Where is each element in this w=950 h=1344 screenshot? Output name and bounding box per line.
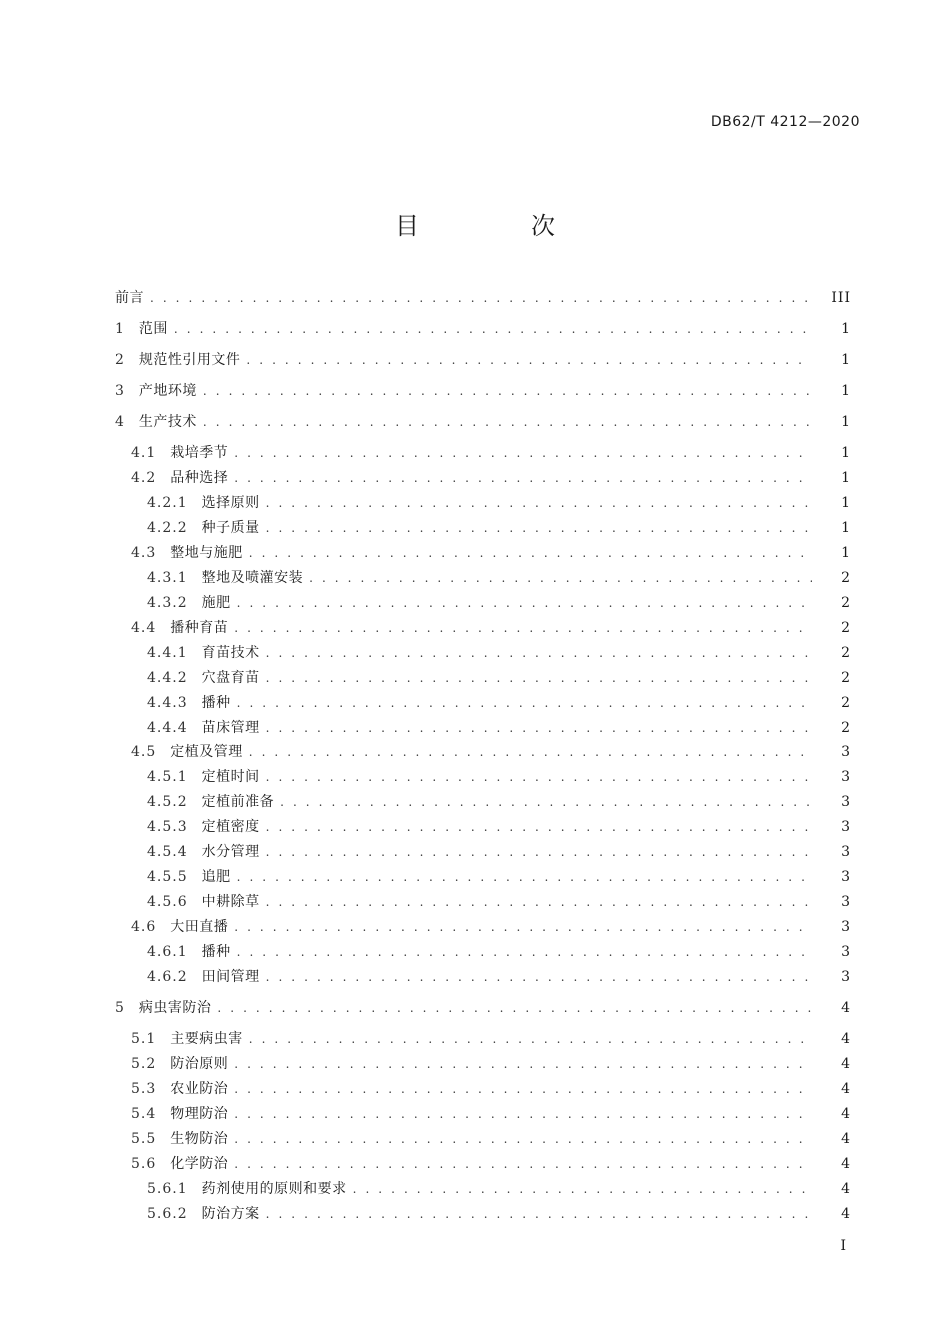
toc-leader-dots: [203, 412, 812, 432]
toc-entry-line: [115, 381, 818, 401]
toc-entry-label: 育苗技术: [201, 645, 260, 661]
toc-entry-number: 5.6: [131, 1156, 157, 1172]
toc-leader-dots: [249, 543, 812, 563]
toc-entry-number: 4.5.6: [147, 894, 188, 910]
toc-entry-line: [147, 518, 818, 538]
toc-entry-label: 规范性引用文件: [138, 352, 241, 368]
toc-entry-page: 3: [841, 869, 851, 885]
toc-entry-page: 2: [841, 670, 851, 686]
toc-entry-line: [131, 1054, 818, 1074]
toc-entry-number: 4.3.1: [147, 570, 188, 586]
toc-entry-number: 4.4.4: [147, 720, 188, 736]
toc-entry[interactable]: [0, 518, 950, 538]
toc-entry-number: 4.6.1: [147, 944, 188, 960]
toc-entry-number: 5.6.2: [147, 1206, 188, 1222]
toc-entry-page: 2: [841, 620, 851, 636]
toc-leader-dots: [266, 643, 812, 663]
toc-entry[interactable]: [0, 493, 950, 513]
toc-leader-dots: [217, 998, 812, 1018]
toc-entry-number: 4.2.2: [147, 520, 188, 536]
toc-entry-line: [147, 792, 818, 812]
toc-entry-number: 4: [115, 414, 125, 430]
toc-entry[interactable]: [0, 998, 950, 1018]
toc-entry[interactable]: [0, 1029, 950, 1049]
toc-entry-page: 3: [841, 944, 851, 960]
toc-leader-dots: [234, 917, 812, 937]
toc-entry-line: [131, 543, 818, 563]
toc-entry-page: 3: [841, 894, 851, 910]
toc-entry[interactable]: [0, 468, 950, 488]
toc-entry[interactable]: [0, 568, 950, 588]
toc-entry-line: [147, 842, 818, 862]
toc-entry-line: [115, 288, 818, 308]
toc-leader-dots: [246, 350, 812, 370]
toc-entry-page: 2: [841, 695, 851, 711]
toc-entry-line: [147, 593, 818, 613]
toc-entry[interactable]: [0, 1054, 950, 1074]
toc-entry[interactable]: [0, 350, 950, 370]
toc-leader-dots: [266, 1204, 812, 1224]
toc-leader-dots: [234, 1079, 812, 1099]
toc-leader-dots: [234, 1104, 812, 1124]
toc-entry-line: [147, 568, 818, 588]
toc-entry-line: [131, 468, 818, 488]
toc-entry-label: 栽培季节: [170, 445, 229, 461]
toc-entry-page: 4: [841, 1056, 851, 1072]
toc-entry-line: [115, 998, 818, 1018]
toc-entry-line: [147, 668, 818, 688]
toc-entry-line: [147, 942, 818, 962]
toc-entry-page: 3: [841, 794, 851, 810]
toc-leader-dots: [249, 742, 812, 762]
toc-entry-number: 4.3: [131, 545, 157, 561]
toc-entry-number: 5.5: [131, 1131, 157, 1147]
toc-entry-line: [147, 967, 818, 987]
toc-entry[interactable]: [0, 1104, 950, 1124]
page-title: 目 次: [395, 212, 599, 240]
toc-entry-label: 整地及喷灌安装: [201, 570, 304, 586]
toc-leader-dots: [280, 792, 812, 812]
toc-leader-dots: [234, 443, 812, 463]
toc-entry-page: 1: [841, 545, 851, 561]
toc-entry-number: 4.5: [131, 744, 157, 760]
toc-entry-page: 1: [841, 321, 851, 337]
toc-entry[interactable]: [0, 867, 950, 887]
toc-entry-page: 2: [841, 645, 851, 661]
toc-entry-line: [147, 643, 818, 663]
footer-page-number: I: [840, 1238, 846, 1254]
toc-entry[interactable]: [0, 1204, 950, 1224]
toc-entry-label: 苗床管理: [201, 720, 260, 736]
toc-entry-page: 1: [841, 352, 851, 368]
toc-entry-label: 定植密度: [201, 819, 260, 835]
toc-entry[interactable]: [0, 1129, 950, 1149]
toc-leader-dots: [234, 1054, 812, 1074]
toc-entry-label: 防治原则: [170, 1056, 229, 1072]
toc-entry-label: 大田直播: [170, 919, 229, 935]
toc-entry-number: 4.4.3: [147, 695, 188, 711]
toc-entry-label: 化学防治: [170, 1156, 229, 1172]
toc-entry-page: 2: [841, 595, 851, 611]
toc-leader-dots: [234, 1154, 812, 1174]
toc-entry-page: 4: [841, 1131, 851, 1147]
toc-entry-number: 5.1: [131, 1031, 157, 1047]
toc-entry[interactable]: [0, 288, 950, 308]
toc-entry-line: [147, 892, 818, 912]
toc-entry-page: 1: [841, 520, 851, 536]
toc-entry-label: 选择原则: [201, 495, 260, 511]
toc-entry-label: 种子质量: [201, 520, 260, 536]
toc-entry-label: 中耕除草: [201, 894, 260, 910]
toc-entry-line: [147, 493, 818, 513]
toc-entry[interactable]: [0, 1179, 950, 1199]
toc-entry-label: 追肥: [201, 869, 231, 885]
toc-entry-page: 4: [841, 1156, 851, 1172]
toc-entry-label: 定植时间: [201, 769, 260, 785]
toc-entry-number: 3: [115, 383, 125, 399]
toc-leader-dots: [266, 842, 812, 862]
toc-entry-label: 药剂使用的原则和要求: [201, 1181, 347, 1197]
toc-entry[interactable]: [0, 543, 950, 563]
toc-entry-number: 5.2: [131, 1056, 157, 1072]
toc-entry[interactable]: [0, 693, 950, 713]
toc-entry[interactable]: [0, 718, 950, 738]
toc-entry-page: 4: [841, 1106, 851, 1122]
toc-entry-page: 1: [841, 470, 851, 486]
toc-entry-number: 4.2.1: [147, 495, 188, 511]
toc-entry-number: 1: [115, 321, 125, 337]
toc-entry-label: 播种: [201, 944, 231, 960]
toc-leader-dots: [234, 468, 812, 488]
toc-entry-line: [115, 412, 818, 432]
toc-entry-page: 4: [841, 1181, 851, 1197]
toc-entry-number: 4.4.1: [147, 645, 188, 661]
toc-entry-number: 4.5.3: [147, 819, 188, 835]
toc-leader-dots: [266, 668, 812, 688]
toc-entry-label: 生物防治: [170, 1131, 229, 1147]
toc-entry-page: 2: [841, 720, 851, 736]
toc-entry-page: 3: [841, 844, 851, 860]
toc-entry[interactable]: [0, 1154, 950, 1174]
toc-entry-label: 播种育苗: [170, 620, 229, 636]
toc-leader-dots: [234, 618, 812, 638]
toc-entry-page: 2: [841, 570, 851, 586]
toc-entry-line: [115, 350, 818, 370]
toc-entry[interactable]: [0, 593, 950, 613]
toc-leader-dots: [174, 319, 812, 339]
toc-entry-number: 4.6.2: [147, 969, 188, 985]
toc-entry[interactable]: [0, 668, 950, 688]
toc-entry-line: [131, 618, 818, 638]
toc-entry-page: 1: [841, 445, 851, 461]
toc-entry-number: 4.2: [131, 470, 157, 486]
toc-entry-page: 1: [841, 495, 851, 511]
toc-entry-page: 3: [841, 769, 851, 785]
toc-entry-number: 2: [115, 352, 125, 368]
toc-entry-line: [147, 767, 818, 787]
toc-entry-number: 5: [115, 1000, 125, 1016]
toc-entry-label: 产地环境: [138, 383, 197, 399]
toc-entry[interactable]: [0, 381, 950, 401]
toc-entry[interactable]: [0, 618, 950, 638]
toc-entry-line: [131, 1154, 818, 1174]
toc-entry-label: 物理防治: [170, 1106, 229, 1122]
toc-leader-dots: [266, 967, 812, 987]
toc-entry-line: [147, 817, 818, 837]
toc-entry-number: 4.4.2: [147, 670, 188, 686]
toc-entry-label: 主要病虫害: [170, 1031, 243, 1047]
toc-entry-number: 4.5.2: [147, 794, 188, 810]
toc-entry-line: [147, 1204, 818, 1224]
toc-entry-label: 施肥: [201, 595, 231, 611]
toc-entry-number: 5.3: [131, 1081, 157, 1097]
toc-entry-line: [115, 319, 818, 339]
toc-entry-label: 农业防治: [170, 1081, 229, 1097]
toc-entry-label: 整地与施肥: [170, 545, 243, 561]
toc-entry[interactable]: [0, 917, 950, 937]
toc-entry-line: [147, 867, 818, 887]
toc-entry-page: 4: [841, 1206, 851, 1222]
toc-entry-label: 播种: [201, 695, 231, 711]
toc-entry-label: 穴盘育苗: [201, 670, 260, 686]
toc-leader-dots: [266, 817, 812, 837]
toc-entry-page: 3: [841, 819, 851, 835]
toc-entry[interactable]: [0, 319, 950, 339]
toc-entry[interactable]: [0, 892, 950, 912]
toc-entry-number: 4.1: [131, 445, 157, 461]
toc-entry-line: [147, 1179, 818, 1199]
toc-entry-page: III: [831, 290, 851, 306]
toc-entry-number: 4.5.5: [147, 869, 188, 885]
toc-entry[interactable]: [0, 1079, 950, 1099]
toc-entry-page: 4: [841, 1081, 851, 1097]
toc-entry-number: 4.4: [131, 620, 157, 636]
toc-entry-page: 3: [841, 969, 851, 985]
toc-entry[interactable]: [0, 643, 950, 663]
toc-entry-number: 5.4: [131, 1106, 157, 1122]
toc-entry-number: 5.6.1: [147, 1181, 188, 1197]
toc-entry[interactable]: [0, 842, 950, 862]
toc-entry[interactable]: [0, 967, 950, 987]
toc-entry-page: 4: [841, 1000, 851, 1016]
toc-entry[interactable]: [0, 817, 950, 837]
toc-entry-label: 病虫害防治: [138, 1000, 212, 1016]
toc-entry-line: [131, 742, 818, 762]
toc-entry-page: 3: [841, 744, 851, 760]
toc-entry-line: [131, 443, 818, 463]
toc-entry-number: 4.5.4: [147, 844, 188, 860]
toc-entry-line: [147, 693, 818, 713]
toc-entry-page: 1: [841, 383, 851, 399]
toc-entry-line: [131, 1129, 818, 1149]
toc-entry-number: 4.5.1: [147, 769, 188, 785]
toc-entry-line: [131, 1079, 818, 1099]
toc-entry-number: 4.6: [131, 919, 157, 935]
toc-entry[interactable]: [0, 942, 950, 962]
toc-entry-number: 4.3.2: [147, 595, 188, 611]
toc-entry[interactable]: [0, 443, 950, 463]
toc-leader-dots: [353, 1179, 812, 1199]
toc-leader-dots: [266, 718, 812, 738]
toc-leader-dots: [266, 493, 812, 513]
toc-leader-dots: [249, 1029, 812, 1049]
toc-entry-label: 品种选择: [170, 470, 229, 486]
standard-code: DB62/T 4212—2020: [710, 114, 860, 130]
toc-leader-dots: [237, 942, 812, 962]
toc-entry-page: 1: [841, 414, 851, 430]
toc-entry-label: 生产技术: [138, 414, 197, 430]
toc-entry-page: 3: [841, 919, 851, 935]
toc-leader-dots: [237, 693, 812, 713]
toc-leader-dots: [234, 1129, 812, 1149]
toc-entry[interactable]: [0, 767, 950, 787]
toc-leader-dots: [309, 568, 812, 588]
toc-entry-line: [131, 1029, 818, 1049]
toc-entry-label: 定植及管理: [170, 744, 243, 760]
toc-entry-label: 定植前准备: [201, 794, 275, 810]
toc-entry-line: [131, 1104, 818, 1124]
toc-entry-label: 水分管理: [201, 844, 260, 860]
toc-leader-dots: [266, 518, 812, 538]
toc-leader-dots: [150, 288, 812, 308]
toc-leader-dots: [237, 593, 812, 613]
toc-leader-dots: [266, 767, 812, 787]
toc-entry[interactable]: [0, 792, 950, 812]
toc-entry[interactable]: [0, 412, 950, 432]
toc-entry[interactable]: [0, 742, 950, 762]
toc-leader-dots: [266, 892, 812, 912]
toc-entry-page: 4: [841, 1031, 851, 1047]
toc-entry-line: [147, 718, 818, 738]
toc-leader-dots: [203, 381, 812, 401]
toc-leader-dots: [237, 867, 812, 887]
toc-entry-label: 田间管理: [201, 969, 260, 985]
toc-entry-line: [131, 917, 818, 937]
toc-entry-label: 防治方案: [201, 1206, 260, 1222]
toc-entry-label: 前言: [115, 290, 144, 306]
toc-entry-label: 范围: [138, 321, 168, 337]
